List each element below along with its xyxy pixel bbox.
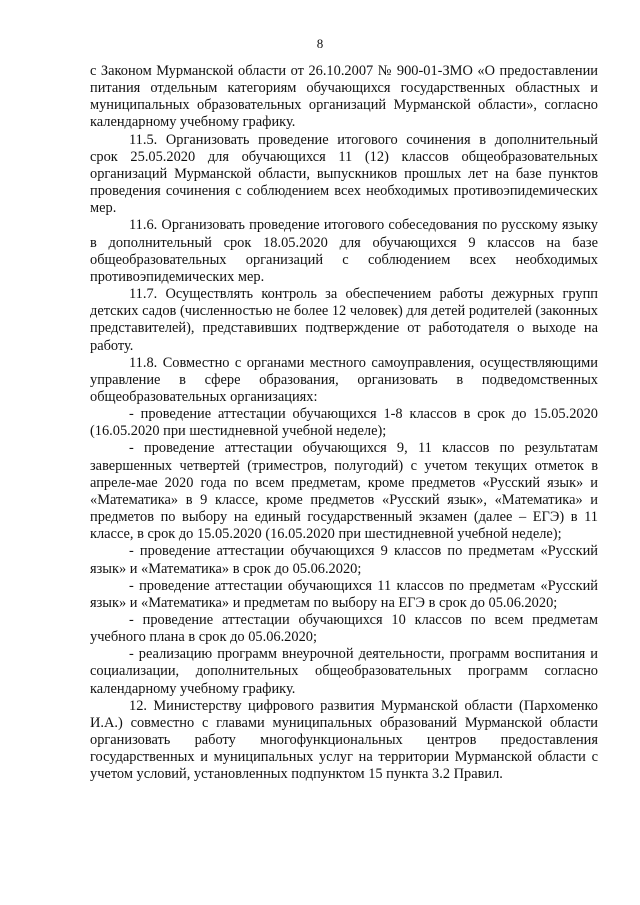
list-item-attestation-9: - проведение аттестации обучающихся 9 классов по предметам «Русский язык» и «Математика» в срок до 05.06.2020; <box>90 543 598 577</box>
list-item-attestation-11: - проведение аттестации обучающихся 11 классов по предметам «Русский язык» и «Математика» и предметам по выбору на ЕГЭ в срок до 05.06.2020; <box>90 577 598 611</box>
paragraph-11-7: 11.7. Осуществлять контроль за обеспечением работы дежурных групп детских садов (численностью не более 12 человек) для детей родителей (законных представителей), представивших подтверждение от работодателя о выходе на работу. <box>90 286 598 354</box>
list-item-attestation-1-8: - проведение аттестации обучающихся 1-8 классов в срок до 15.05.2020 (16.05.2020 при шестидневной учебной неделе); <box>90 406 598 440</box>
paragraph-11-6: 11.6. Организовать проведение итогового собеседования по русскому языку в дополнительный срок 18.05.2020 для обучающихся 9 классов на базе общеобразовательных организаций с соблюдением всех необходимых противоэпидемических мер. <box>90 217 598 285</box>
page-number: 8 <box>316 36 324 51</box>
document-body <box>90 63 598 784</box>
paragraph-12: 12. Министерству цифрового развития Мурманской области (Пархоменко И.А.) совместно с главами муниципальных образований Мурманской области организовать работу многофункциональных центров предоставления государственных и муниципальных услуг на территории Мурманской области с учетом условий, установленных подпунктом 15 пункта 3.2 Правил. <box>90 697 598 783</box>
list-item-attestation-9-11: - проведение аттестации обучающихся 9, 11 классов по результатам завершенных четвертей (триместров, полугодий) с учетом текущих отметок в апреле-мае 2020 года по всем предметам, кроме предметов «Русский язык» и «Математика» в 9 классе, кроме предметов «Русский язык», «Математика» и предметов по выбору на единый государственный экзамен (далее – ЕГЭ) в 11 классе, в срок до 15.05.2020 (16.05.2020 при шестидневной учебной неделе); <box>90 440 598 543</box>
paragraph-11-5: 11.5. Организовать проведение итогового сочинения в дополнительный срок 25.05.2020 для обучающихся 11 (12) классов общеобразовательных организаций Мурманской области, выпускников прошлых лет на базе пунктов проведения сочинения с соблюдением всех необходимых противоэпидемических мер. <box>90 131 598 217</box>
list-item-extracurricular: - реализацию программ внеурочной деятельности, программ воспитания и социализации, дополнительных общеобразовательных программ согласно календарному учебному графику. <box>90 646 598 697</box>
paragraph-11-8: 11.8. Совместно с органами местного самоуправления, осуществляющими управление в сфере образования, организовать в подведомственных общеобразовательных организациях: <box>90 354 598 405</box>
paragraph-continuation: с Законом Мурманской области от 26.10.2007 № 900-01-ЗМО «О предоставлении питания отдельным категориям обучающихся государственных областных и муниципальных образовательных организаций Мурманской области», согласно календарному учебному графику. <box>90 63 598 131</box>
list-item-attestation-10: - проведение аттестации обучающихся 10 классов по всем предметам учебного плана в срок до 05.06.2020; <box>90 612 598 646</box>
